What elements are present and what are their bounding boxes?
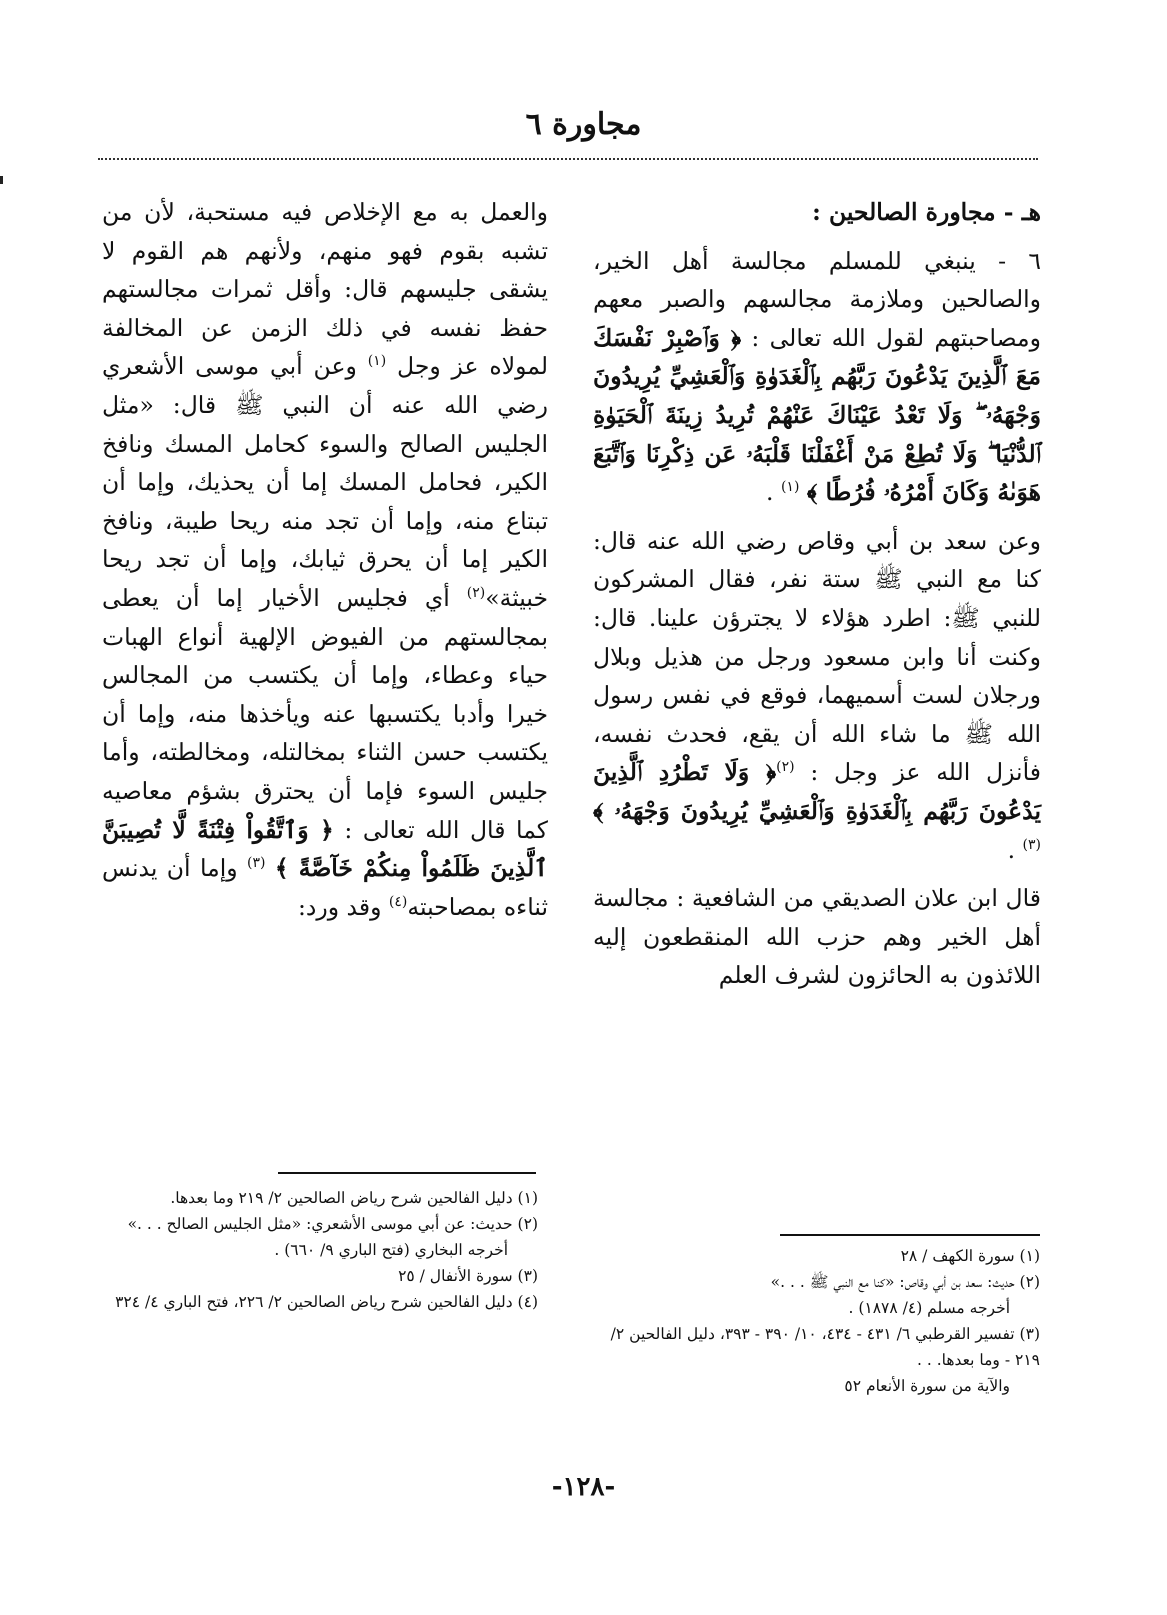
footnotes-left [96,1185,538,1315]
paragraph-saad-hadith: وعن سعد بن أبي وقاص رضي الله عنه قال: كنا مع النبي ﷺ ستة نفر، فقال المشركون للنبي ﷺ: اطرد هؤلاء لا يجترؤن علينا. قال: وكنت أنا وابن مسعود ورجل من هذيل وبلال ورجلان لست أسميهما، فوقع في نفس رسول الله ﷺ ما شاء الله أن يقع، فحدث نفسه، فأنزل الله عز وجل : $^{(٢)}$﴿ وَلَا تَطْرُدِ ٱلَّذِينَ يَدْعُونَ رَبَّهُم بِٱلْغَدَوٰةِ وَٱلْعَشِيِّ يُرِيدُونَ وَجْهَهُۥ ﴾ $^{(٣)}$ . [593,526,1041,864]
footnote: (٣) سورة الأنفال / ٢٥ [398,1267,538,1285]
footnote: (٢) حديث: سعد بن أبي وقاص: «كنا مع النبي ﷺ . . .» [770,1273,1040,1291]
footnote-ref: (٣) [1022,836,1041,853]
footnote: (٢) حديث: عن أبي موسى الأشعري: «مثل الجليس الصالح . . .» [127,1215,538,1233]
footnote-source: أخرجه البخاري (فتح الباري ٩/ ٦٦٠) . [274,1241,508,1259]
paragraph-text: والعمل به مع الإخلاص فيه مستحبة، لأن من تشبه بقوم فهو منهم، ولأنهم هم القوم لا يشقى جليسهم قال: وأقل ثمرات مجالستهم حفظ نفسه في ذلك الزمن عن المخالفة لمولاه عز وجل [102,198,548,381]
footnote: (٤) دليل الفالحين شرح رياض الصالحين ٢/ ٢٢٦، فتح الباري ٤/ ٣٢٤ [115,1293,538,1311]
footnote-ref: (١) [367,353,387,370]
running-header: مجاورة ٦ [525,107,642,142]
paragraph-ibn-allan: قال ابن علان الصديقي من الشافعية : مجالسة أهل الخير وهم حزب الله المنقطعون إليه اللائذون به الحائزون لشرف العلم [593,884,1041,990]
footnote-ref: (٢) [466,585,486,602]
page-number: -١٢٨- [551,1472,616,1502]
footnotes-right [585,1243,1040,1399]
paragraph-text: ٦ - ينبغي للمسلم مجالسة أهل الخير، والصالحين وملازمة مجالسهم والصبر معهم ومصاحبتهم لقول الله تعالى : [593,246,1041,352]
footnote-ref: (٣) [246,855,266,872]
footnote-ref: (٤) [388,893,408,910]
footnote: (١) دليل الفالحين شرح رياض الصالحين ٢/ ٢١٩ وما بعدها. [170,1189,538,1207]
paragraph-text: وعن أبي موسى الأشعري رضي الله عنه أن النبي ﷺ قال: «مثل الجليس الصالح والسوء كحامل المسك ونافخ الكير، فحامل المسك إما أن يحذيك، وإما أن تبتاع منه، وإما أن تجد منه ريحا طيبة، ونافخ الكير إما أن يحرق ثيابك، وإما أن تجد ريحا خبيثة» [102,352,548,612]
paragraph-text: وقد ورد: [297,892,389,921]
left-text-column [102,193,548,926]
quran-verse: ﴿ وَٱتَّقُواْ فِتْنَةً لَّا تُصِيبَنَّ ٱلَّذِينَ ظَلَمُواْ مِنكُمْ خَآصَّةً ﴾ [102,815,548,883]
quran-verse: ﴿ وَٱصْبِرْ نَفْسَكَ مَعَ ٱلَّذِينَ يَدْعُونَ رَبَّهُم بِٱلْغَدَوٰةِ وَٱلْعَشِيِّ يُرِيدُونَ وَجْهَهُۥ ۖ وَلَا تَعْدُ عَيْنَاكَ عَنْهُمْ تُرِيدُ زِينَةَ ٱلْحَيَوٰةِ ٱلدُّنْيَا ۖ وَلَا تُطِعْ مَنْ أَغْفَلْنَا قَلْبَهُۥ عَن ذِكْرِنَا وَٱتَّبَعَ هَوَىٰهُ وَكَانَ أَمْرُهُۥ فُرُطًا ﴾ [593,323,1041,507]
footnote-rule-right [780,1234,1040,1236]
footnote-source: أخرجه مسلم (٤/ ١٨٧٨) . [848,1299,1010,1317]
footnote: (١) سورة الكهف / ٢٨ [900,1247,1040,1265]
paragraph-6: ٦ - ينبغي للمسلم مجالسة أهل الخير، والصالحين وملازمة مجالسهم والصبر معهم ومصاحبتهم لقول الله تعالى : ﴿ وَٱصْبِرْ نَفْسَكَ مَعَ ٱلَّذِينَ يَدْعُونَ رَبَّهُم بِٱلْغَدَوٰةِ وَٱلْعَشِيِّ يُرِيدُونَ وَجْهَهُۥ ۖ وَلَا تَعْدُ عَيْنَاكَ عَنْهُمْ تُرِيدُ زِينَةَ ٱلْحَيَوٰةِ ٱلدُّنْيَا ۖ وَلَا تُطِعْ مَنْ أَغْفَلْنَا قَلْبَهُۥ عَن ذِكْرِنَا وَٱتَّبَعَ هَوَىٰهُ وَكَانَ أَمْرُهُۥ فُرُطًا ﴾ $^{(١)}$ . [593,246,1041,507]
footnote: (٣) تفسير القرطبي ٦/ ٤٣١ - ٤٣٤، ١٠/ ٣٩٠ - ٣٩٣، دليل الفالحين ٢/ ٢١٩ - وما بعدها. . . [610,1325,1040,1369]
quran-verse: ﴿ وَلَا تَطْرُدِ ٱلَّذِينَ يَدْعُونَ رَبَّهُم بِٱلْغَدَوٰةِ وَٱلْعَشِيِّ يُرِيدُونَ وَجْهَهُۥ ﴾ [593,758,1041,825]
scan-edge-mark [0,176,3,184]
right-text-column [593,193,1041,995]
paragraph-text: وعن سعد بن أبي وقاص رضي الله عنه قال: كنا مع النبي ﷺ ستة نفر، فقال المشركون للنبي ﷺ: اطرد هؤلاء لا يجترؤن علينا. قال: وكنت أنا وابن مسعود ورجل من هذيل وبلال ورجلان لست أسميهما، فوقع في نفس رسول الله ﷺ ما شاء الله أن يقع، فحدث نفسه، فأنزل الله عز وجل : [593,526,1041,787]
footnote-source: والآية من سورة الأنعام ٥٢ [844,1377,1010,1395]
paragraph-continuation [102,193,548,926]
header-dotted-rule [98,158,1038,160]
paragraph-text: أي فجليس الأخيار إما أن يعطى بمجالستهم من الفيوض الإلهية أنواع الهبات حياء وعطاء، وإما أن يكتسب من المجالس خيرا وأدبا يكتسبها عنه ويأخذها منه، وإما أن يكتسب حسن الثناء بمخالتله، ومخالطته، وأما جليس السوء فإما أن يحترق بشؤم معاصيه كما قال الله تعالى : [102,583,548,844]
paragraph-text: وإما أن يدنس ثناءه بمصاحبته [102,854,548,921]
footnote-ref: (٢) [776,759,795,776]
footnote-ref: (١) [780,479,800,496]
footnote-rule-left [278,1172,536,1174]
section-title: هـ - مجاورة الصالحين : [812,198,1041,226]
